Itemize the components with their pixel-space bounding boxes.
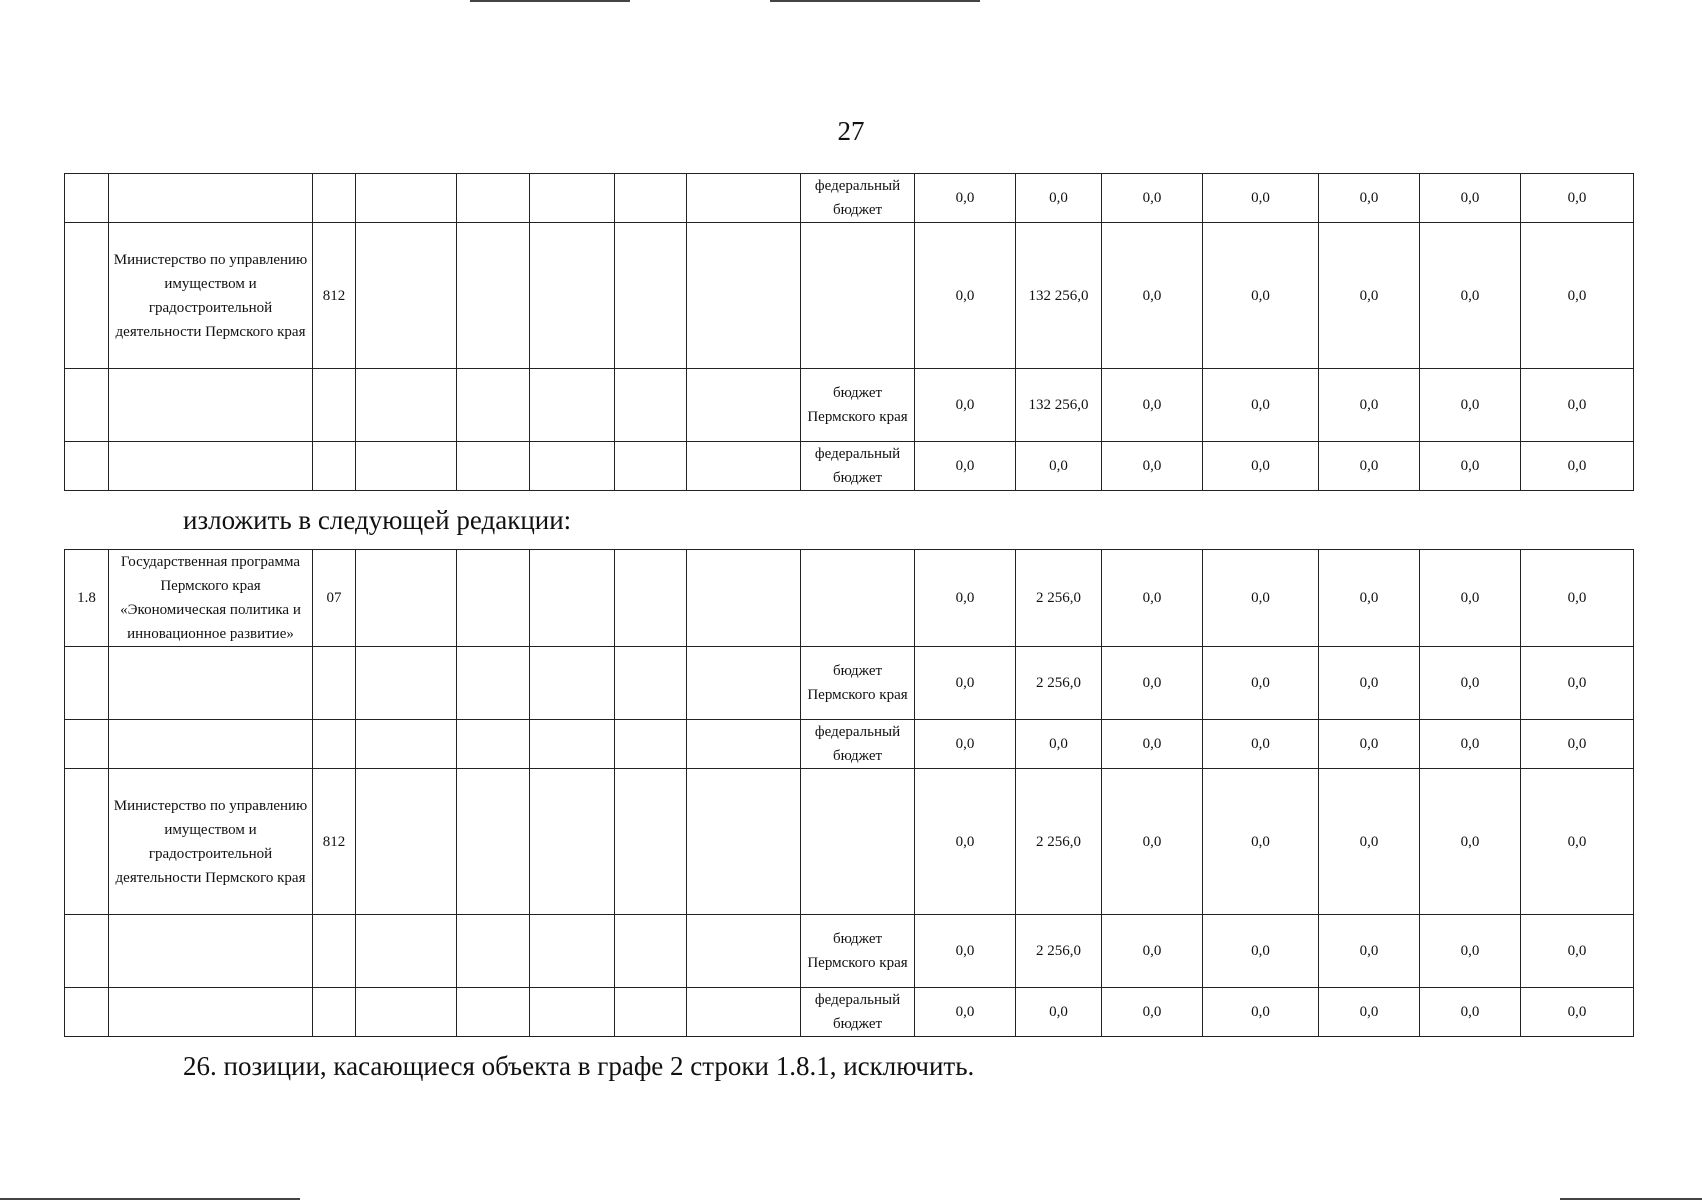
row-number-cell [65,769,109,915]
empty-cell [356,223,457,369]
amount-cell: 0,0 [1203,442,1319,491]
item-26-paragraph: 26. позиции, касающиеся объекта в графе 2 строки 1.8.1, исключить. [183,1051,975,1081]
amount-cell: 0,0 [1420,988,1521,1037]
empty-cell [457,915,530,988]
empty-cell [687,988,801,1037]
amount-cell: 0,0 [1203,915,1319,988]
program-name-cell [109,369,313,442]
empty-cell [530,174,615,223]
table-row [65,174,1634,223]
amount-cell: 0,0 [1420,550,1521,647]
amount-cell: 0,0 [1319,174,1420,223]
code-cell [313,720,356,769]
amount-cell: 0,0 [915,720,1016,769]
empty-cell [615,769,687,915]
row-number-cell [65,223,109,369]
amount-cell: 0,0 [1521,442,1634,491]
program-name-cell [109,174,313,223]
program-name-cell [109,988,313,1037]
empty-cell [356,442,457,491]
amount-cell: 0,0 [1319,720,1420,769]
empty-cell [687,647,801,720]
empty-cell [615,647,687,720]
amount-cell: 0,0 [1102,369,1203,442]
empty-cell [687,550,801,647]
table-row [65,223,1634,369]
amount-cell: 0,0 [1521,174,1634,223]
table-row [65,442,1634,491]
amount-cell: 0,0 [1420,442,1521,491]
funding-source-cell: бюджет Пермского края [801,647,915,720]
amount-cell: 0,0 [915,550,1016,647]
amount-cell: 0,0 [915,915,1016,988]
budget-table-original [64,173,1634,491]
program-name-cell [109,720,313,769]
code-cell [313,915,356,988]
empty-cell [356,550,457,647]
funding-source-cell [801,550,915,647]
amount-cell: 0,0 [915,442,1016,491]
funding-source-cell: федеральный бюджет [801,720,915,769]
empty-cell [457,720,530,769]
program-name-cell: Министерство по управлению имуществом и градостроительной деятельности Пермского края [109,769,313,915]
code-cell [313,988,356,1037]
empty-cell [457,550,530,647]
empty-cell [615,550,687,647]
amount-cell: 0,0 [1319,988,1420,1037]
amount-cell: 0,0 [1420,720,1521,769]
empty-cell [615,442,687,491]
amount-cell: 0,0 [1102,720,1203,769]
row-number-cell [65,369,109,442]
empty-cell [615,369,687,442]
funding-source-cell [801,769,915,915]
empty-cell [356,915,457,988]
empty-cell [615,915,687,988]
amount-cell: 0,0 [1102,223,1203,369]
empty-cell [356,647,457,720]
amount-cell: 0,0 [1521,550,1634,647]
amount-cell: 0,0 [1016,174,1102,223]
amount-cell: 0,0 [1102,988,1203,1037]
amount-cell: 0,0 [1319,442,1420,491]
amount-cell: 0,0 [1521,720,1634,769]
amount-cell: 132 256,0 [1016,223,1102,369]
amount-cell: 0,0 [915,769,1016,915]
amount-cell: 0,0 [1203,769,1319,915]
empty-cell [457,442,530,491]
table-row [65,647,1634,720]
amount-cell: 0,0 [1203,647,1319,720]
empty-cell [457,988,530,1037]
empty-cell [615,988,687,1037]
empty-cell [530,988,615,1037]
empty-cell [530,647,615,720]
amount-cell: 2 256,0 [1016,647,1102,720]
amount-cell: 0,0 [1203,369,1319,442]
funding-source-cell: федеральный бюджет [801,442,915,491]
table-row [65,915,1634,988]
empty-cell [530,769,615,915]
empty-cell [457,223,530,369]
empty-cell [687,720,801,769]
row-number-cell [65,174,109,223]
row-number-cell [65,915,109,988]
funding-source-cell: бюджет Пермского края [801,369,915,442]
table-row [65,550,1634,647]
empty-cell [356,988,457,1037]
empty-cell [530,720,615,769]
amount-cell: 0,0 [1521,988,1634,1037]
amount-cell: 0,0 [1203,174,1319,223]
amount-cell: 0,0 [1102,647,1203,720]
empty-cell [457,769,530,915]
funding-source-cell: федеральный бюджет [801,174,915,223]
amount-cell: 0,0 [1420,769,1521,915]
empty-cell [457,647,530,720]
amount-cell: 0,0 [1521,915,1634,988]
empty-cell [530,369,615,442]
empty-cell [687,223,801,369]
code-cell [313,174,356,223]
funding-source-cell: федеральный бюджет [801,988,915,1037]
code-cell [313,442,356,491]
amount-cell: 0,0 [1521,647,1634,720]
empty-cell [530,550,615,647]
amount-cell: 0,0 [1102,550,1203,647]
amount-cell: 0,0 [1102,915,1203,988]
program-name-cell [109,647,313,720]
empty-cell [356,369,457,442]
table-row [65,988,1634,1037]
empty-cell [530,442,615,491]
scan-artifact-top-2 [770,0,980,2]
empty-cell [356,769,457,915]
funding-source-cell [801,223,915,369]
empty-cell [687,174,801,223]
empty-cell [457,369,530,442]
amount-cell: 0,0 [1521,369,1634,442]
amount-cell: 0,0 [1319,369,1420,442]
row-number-cell: 1.8 [65,550,109,647]
amount-cell: 0,0 [1102,174,1203,223]
code-cell: 07 [313,550,356,647]
empty-cell [457,174,530,223]
table-row [65,720,1634,769]
empty-cell [615,223,687,369]
code-cell: 812 [313,769,356,915]
amount-cell: 0,0 [1016,442,1102,491]
empty-cell [687,769,801,915]
code-cell [313,369,356,442]
amount-cell: 0,0 [1521,223,1634,369]
amount-cell: 0,0 [1420,223,1521,369]
row-number-cell [65,442,109,491]
row-number-cell [65,988,109,1037]
amount-cell: 0,0 [1203,223,1319,369]
code-cell: 812 [313,223,356,369]
table-row [65,369,1634,442]
empty-cell [687,369,801,442]
row-number-cell [65,720,109,769]
instruction-paragraph: изложить в следующей редакции: [183,505,572,535]
empty-cell [356,720,457,769]
code-cell [313,647,356,720]
amount-cell: 0,0 [915,988,1016,1037]
amount-cell: 2 256,0 [1016,769,1102,915]
amount-cell: 0,0 [1203,988,1319,1037]
empty-cell [687,915,801,988]
amount-cell: 0,0 [1319,915,1420,988]
amount-cell: 2 256,0 [1016,915,1102,988]
amount-cell: 0,0 [1319,647,1420,720]
empty-cell [356,174,457,223]
amount-cell: 0,0 [1521,769,1634,915]
amount-cell: 0,0 [915,647,1016,720]
amount-cell: 0,0 [915,174,1016,223]
amount-cell: 0,0 [915,369,1016,442]
amount-cell: 0,0 [1102,442,1203,491]
amount-cell: 0,0 [915,223,1016,369]
program-name-cell [109,442,313,491]
scan-artifact-top [470,0,630,2]
page-number: 27 [837,116,865,146]
empty-cell [687,442,801,491]
amount-cell: 0,0 [1203,720,1319,769]
empty-cell [530,915,615,988]
row-number-cell [65,647,109,720]
program-name-cell [109,915,313,988]
amount-cell: 0,0 [1016,988,1102,1037]
budget-table-revised [64,549,1634,1037]
empty-cell [615,720,687,769]
amount-cell: 0,0 [1420,369,1521,442]
empty-cell [615,174,687,223]
empty-cell [530,223,615,369]
amount-cell: 0,0 [1319,223,1420,369]
program-name-cell: Министерство по управлению имуществом и градостроительной деятельности Пермского края [109,223,313,369]
amount-cell: 0,0 [1420,915,1521,988]
amount-cell: 0,0 [1016,720,1102,769]
amount-cell: 0,0 [1203,550,1319,647]
funding-source-cell: бюджет Пермского края [801,915,915,988]
amount-cell: 0,0 [1420,174,1521,223]
program-name-cell: Государственная программа Пермского края «Экономическая политика и инновационное развитие» [109,550,313,647]
table-row [65,769,1634,915]
amount-cell: 0,0 [1319,769,1420,915]
amount-cell: 0,0 [1102,769,1203,915]
amount-cell: 0,0 [1420,647,1521,720]
amount-cell: 132 256,0 [1016,369,1102,442]
amount-cell: 2 256,0 [1016,550,1102,647]
amount-cell: 0,0 [1319,550,1420,647]
